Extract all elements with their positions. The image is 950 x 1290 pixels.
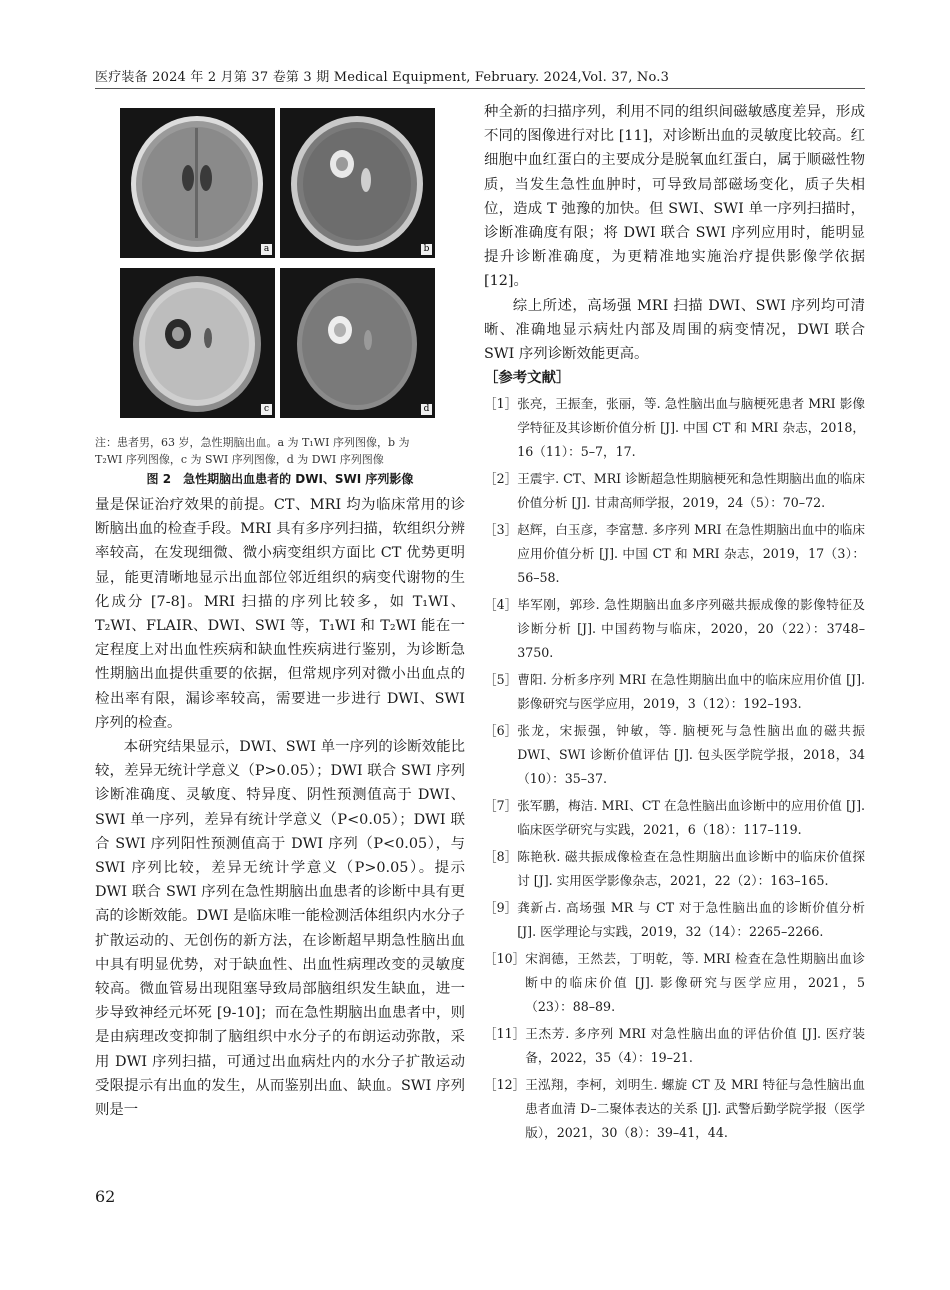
reference-item: ［4］ 毕军刚，郭珍. 急性期脑出血多序列磁共振成像的影像特征及诊断分析 [J]. 中国药物与临床，2020，20（22）：3748–3750. (484, 597, 865, 661)
panel-label: c (261, 404, 272, 415)
reference-item: ［8］ 陈艳秋. 磁共振成像检查在急性期脑出血诊断中的临床价值探讨 [J]. 实用医学影像杂志，2021，22（2）：163–165. (484, 849, 865, 889)
reference-item: ［10］ 宋润德，王然芸，丁明乾，等. MRI 检查在急性期脑出血诊断中的临床价值 [J]. 影像研究与医学应用，2021，5（23）：88–89. (484, 951, 865, 1015)
left-column (95, 100, 465, 1122)
references-heading: ［参考文献］ (484, 370, 571, 387)
figure-note: 注：患者男，63 岁，急性期脑出血。a 为 T₁WI 序列图像，b 为 T₂WI 序列图像，c 为 SWI 序列图像，d 为 DWI 序列图像 (95, 436, 410, 466)
panel-label: b (421, 244, 432, 255)
right-column (484, 100, 865, 1148)
reference-item: ［12］ 王泓翔，李柯，刘明生. 螺旋 CT 及 MRI 特征与急性脑出血患者血清 D–二聚体表达的关系 [J]. 武警后勤学院学报（医学版），2021，30（8）：39–41，44. (484, 1077, 865, 1141)
mri-image-t1wi (120, 108, 275, 258)
panel-label: d (421, 404, 432, 415)
figure-2 (95, 100, 465, 430)
reference-item: ［5］ 曹阳. 分析多序列 MRI 在急性期脑出血中的临床应用价值 [J]. 影像研究与医学应用，2019，3（12）：192–193. (484, 672, 865, 712)
reference-item: ［9］ 龚新占. 高场强 MR 与 CT 对于急性脑出血的诊断价值分析 [J]. 医学理论与实践，2019，32（14）：2265–2266. (484, 900, 865, 940)
reference-item: ［11］ 王杰芳. 多序列 MRI 对急性脑出血的评估价值 [J]. 医疗装备，2022，35（4）：19–21. (484, 1026, 865, 1066)
reference-item: ［1］ 张亮，王振奎，张丽，等. 急性脑出血与脑梗死患者 MRI 影像学特征及其诊断价值分析 [J]. 中国 CT 和 MRI 杂志，2018，16（11）：5–7，17. (484, 396, 865, 460)
page-number: 62 (95, 1187, 116, 1206)
body-paragraph: 种全新的扫描序列，利用不同的组织间磁敏感度差异，形成不同的图像进行对比 [11]，对诊断出血的灵敏度比较高。红细胞中血红蛋白的主要成分是脱氧血红蛋白，属于顺磁性物质，当发生急性血肿时，可导致局部磁场变化，质子失相位，造成 T 弛豫的加快。但 SWI、SWI 单一序列扫描时，诊断准确度有限；将 DWI 联合 SWI 序列应用时，能明显提升诊断准确度，为更精准地实施治疗提供影像学依据 [12]。 (484, 104, 865, 290)
mri-image-swi (120, 268, 275, 418)
mri-image-t2wi (280, 108, 435, 258)
figure-caption: 图 2 急性期脑出血患者的 DWI、SWI 序列影像 (146, 472, 414, 486)
journal-header: 医疗装备 2024 年 2 月第 37 卷第 3 期 Medical Equipment, February. 2024,Vol. 37, No.3 (95, 70, 670, 85)
panel-label: a (261, 244, 272, 255)
body-paragraph: 本研究结果显示，DWI、SWI 单一序列的诊断效能比较，差异无统计学意义（P>0.05）；DWI 联合 SWI 序列诊断准确度、灵敏度、特异度、阴性预测值高于 DWI、SWI 单一序列，差异有统计学意义（P<0.05）；DWI 联合 SWI 序列阳性预测值高于 DWI 序列（P<0.05），与 SWI 序列比较，差异无统计学意义（P>0.05）。提示 DWI 联合 SWI 序列在急性期脑出血患者的诊断中具有更高的诊断效能。DWI 是临床唯一能检测活体组织内水分子扩散运动的、无创伤的新方法，在诊断超早期急性脑出血中具有明显优势，对于缺血性、出血性病理改变的灵敏度较高。微血管易出现阻塞导致局部脑组织发生缺血，进一步导致神经元坏死 [9-10]；而在急性期脑出血患者中，则是由病理改变抑制了脑组织中水分子的布朗运动弥散，采用 DWI 序列扫描，可通过出血病灶内的水分子扩散运动受限提示有出血的发生，从而鉴别出血、缺血。SWI 序列则是一 (95, 739, 465, 1119)
mri-image-dwi (280, 268, 435, 418)
reference-item: ［2］ 王震宇. CT、MRI 诊断超急性期脑梗死和急性期脑出血的临床价值分析 [J]. 甘肃高师学报，2019，24（5）：70–72. (484, 471, 865, 511)
conclusion-paragraph: 综上所述，高场强 MRI 扫描 DWI、SWI 序列均可清晰、准确地显示病灶内部及周围的病变情况，DWI 联合 SWI 序列诊断效能更高。 (484, 297, 865, 363)
body-paragraph: 量是保证治疗效果的前提。CT、MRI 均为临床常用的诊断脑出血的检查手段。MRI 具有多序列扫描，软组织分辨率较高，在发现细微、微小病变组织方面比 CT 优势更明显，能更清晰地显示出血部位邻近组织的病变代谢物的生化成分 [7-8]。MRI 扫描的序列比较多，如 T₁WI、T₂WI、FLAIR、DWI、SWI 等，T₁WI 和 T₂WI 能在一定程度上对出血性疾病和缺血性疾病进行鉴别，为诊断急性期脑出血提供重要的依据，但常规序列对微小出血点的检出率有限，漏诊率较高，需要进一步进行 DWI、SWI 序列的检查。 (95, 497, 465, 731)
references-list (484, 392, 865, 1145)
reference-item: ［7］ 张军鹏，梅洁. MRI、CT 在急性脑出血诊断中的应用价值 [J]. 临床医学研究与实践，2021，6（18）：117–119. (484, 798, 865, 838)
reference-item: ［3］ 赵辉，白玉彦，李富慧. 多序列 MRI 在急性期脑出血中的临床应用价值分析 [J]. 中国 CT 和 MRI 杂志，2019，17（3）：56–58. (484, 522, 865, 586)
header-divider (95, 88, 865, 89)
reference-item: ［6］ 张龙，宋振强，钟敏，等. 脑梗死与急性脑出血的磁共振 DWI、SWI 诊断价值评估 [J]. 包头医学院学报，2018，34（10）：35–37. (484, 723, 865, 787)
